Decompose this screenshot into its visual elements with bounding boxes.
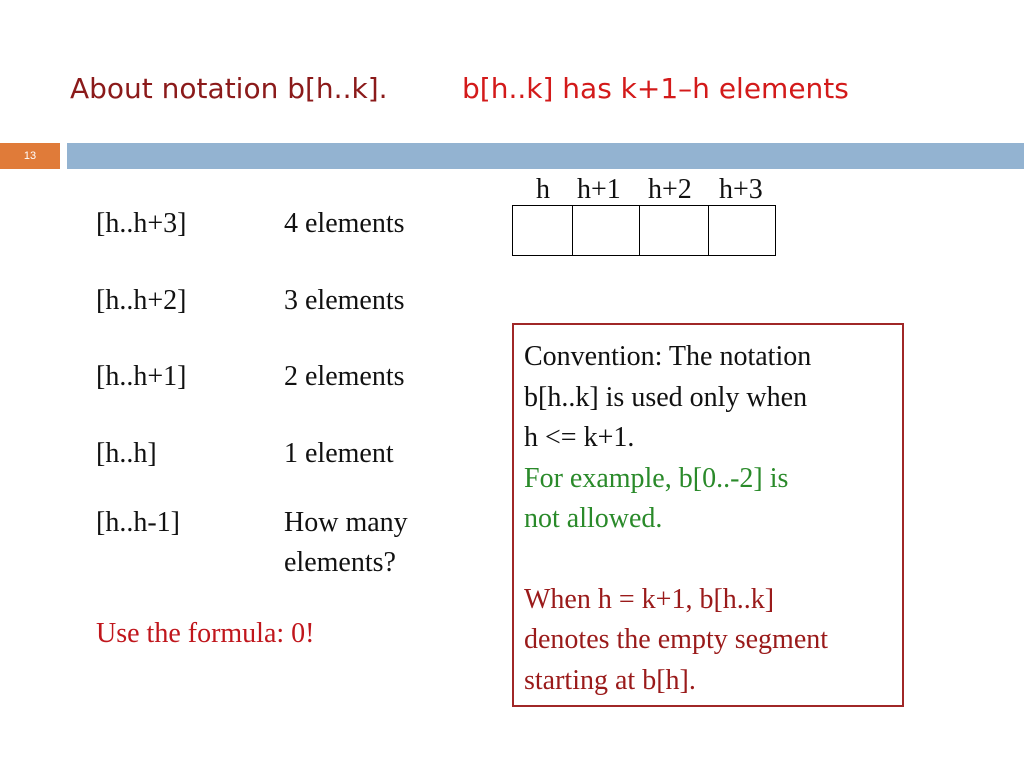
- array-cell-divider: [639, 206, 640, 255]
- array-cell-divider: [708, 206, 709, 255]
- segment-label: [h..h+2]: [96, 285, 187, 316]
- convention-text: b[h..k] is used only when: [524, 381, 808, 413]
- title-notation: About notation b[h..k].: [70, 72, 388, 105]
- segment-count: How many: [284, 507, 408, 538]
- array-cell-divider: [572, 206, 573, 255]
- array-index-label: h+3: [719, 174, 763, 205]
- convention-empty-segment: starting at b[h].: [524, 664, 696, 696]
- convention-empty-segment: denotes the empty segment: [524, 624, 829, 655]
- segment-label: [h..h+1]: [96, 361, 187, 392]
- segment-count: 4 elements: [284, 208, 405, 239]
- segment-count: 1 element: [284, 438, 394, 469]
- header-bar: [67, 143, 1024, 169]
- segment-label: [h..h-1]: [96, 507, 180, 538]
- segment-count: 3 elements: [284, 285, 405, 316]
- convention-example: not allowed.: [524, 503, 663, 534]
- array-index-label: h+2: [648, 174, 692, 205]
- convention-box: [512, 323, 904, 707]
- convention-text: h <= k+1.: [524, 422, 635, 453]
- slide-number: 13: [0, 143, 60, 169]
- title-element-count: b[h..k] has k+1–h elements: [462, 72, 849, 105]
- spacer: [524, 540, 892, 580]
- convention-example: For example, b[0..-2] is: [524, 462, 789, 494]
- array-cells: [512, 205, 776, 256]
- segment-count-continued: elements?: [284, 547, 396, 578]
- formula-note: Use the formula: 0!: [96, 618, 315, 649]
- segment-label: [h..h+3]: [96, 208, 187, 239]
- convention-text: Convention: The notation: [524, 341, 812, 372]
- segment-count: 2 elements: [284, 361, 405, 392]
- array-index-label: h: [536, 174, 550, 205]
- array-index-label: h+1: [577, 174, 621, 205]
- convention-empty-segment: When h = k+1, b[h..k]: [524, 583, 775, 615]
- segment-label: [h..h]: [96, 438, 157, 469]
